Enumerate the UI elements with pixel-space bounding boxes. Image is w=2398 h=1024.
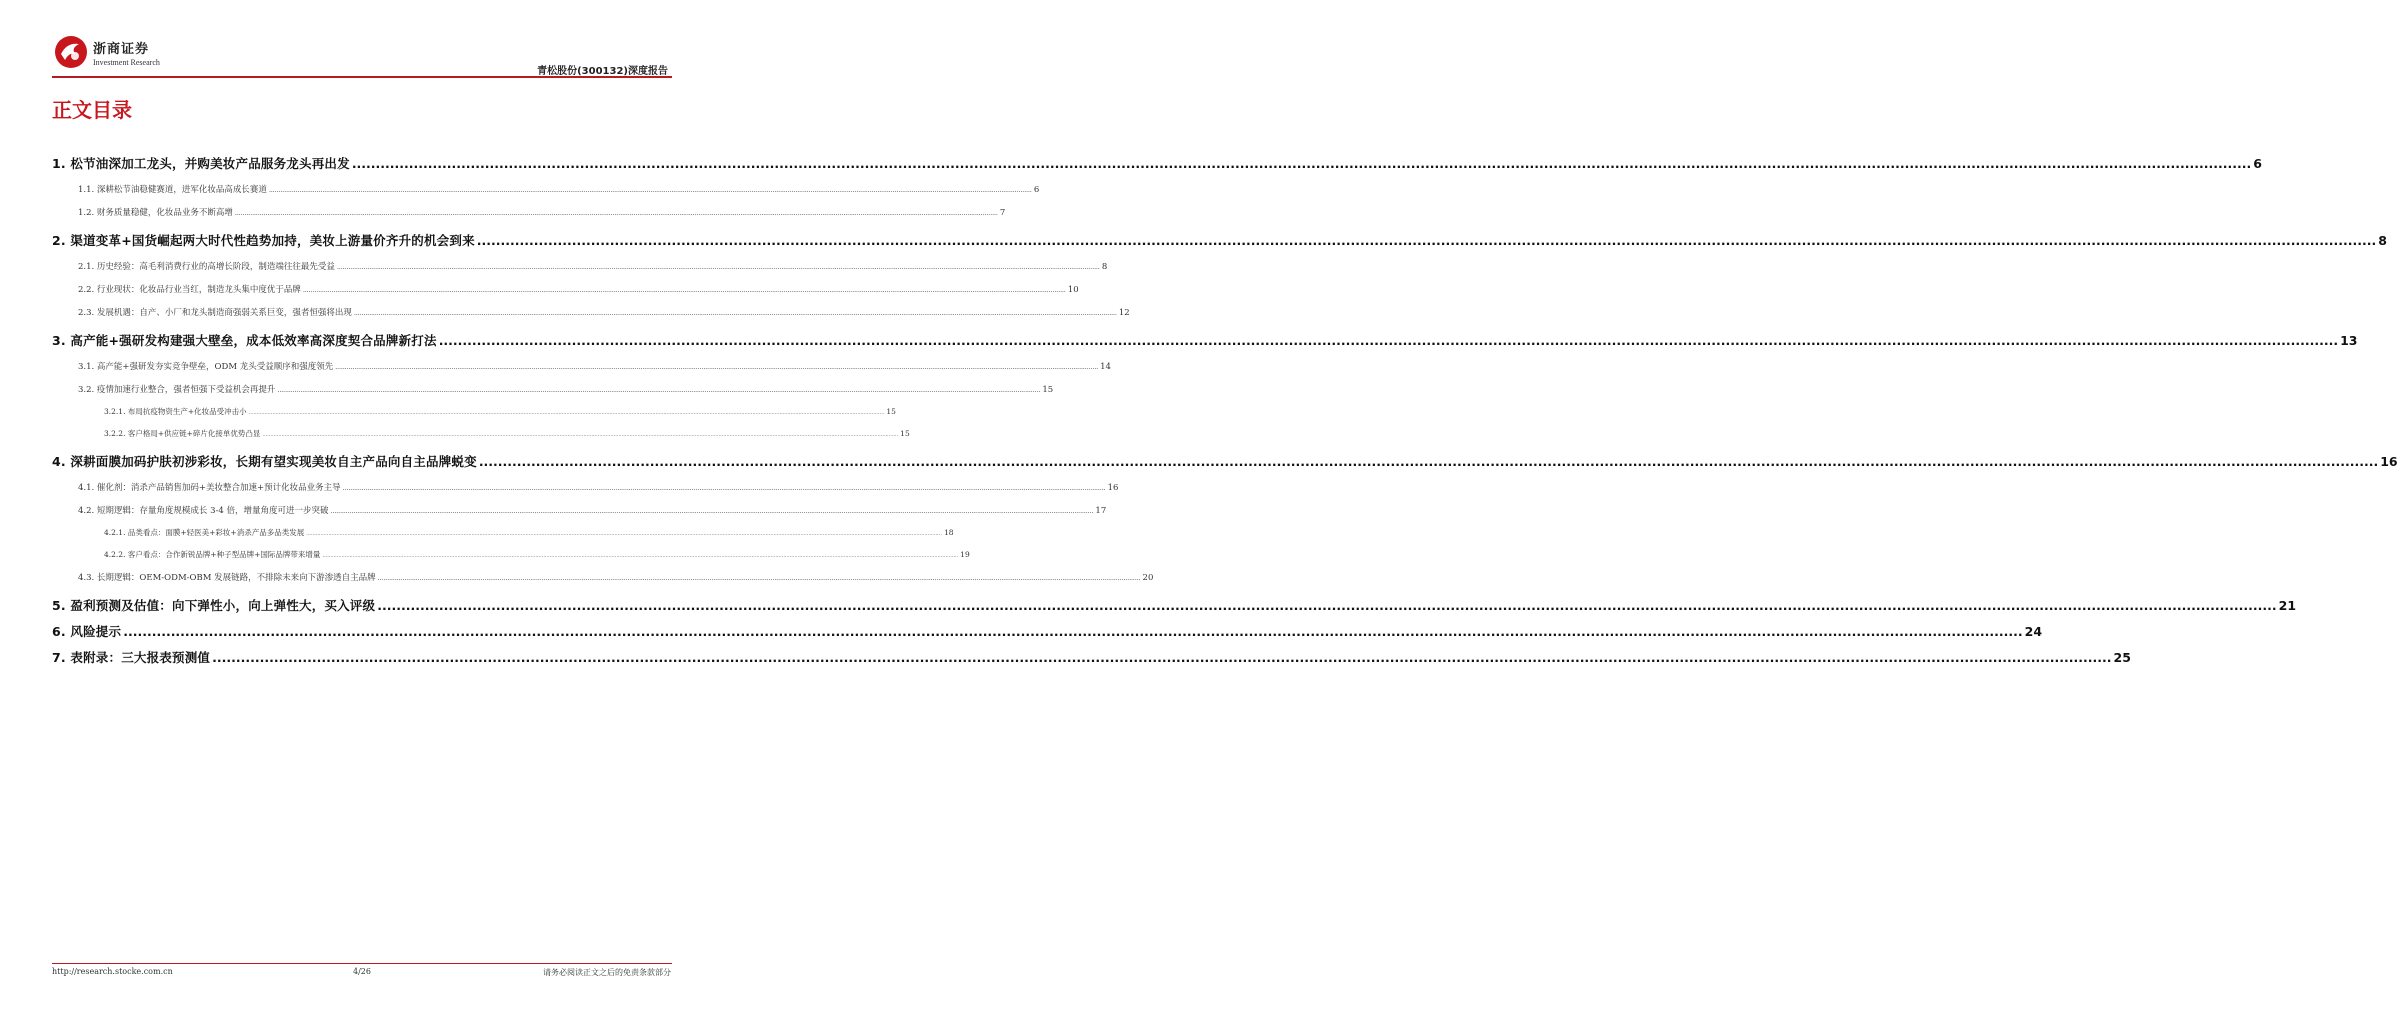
page-number: 4/26 [353, 967, 371, 976]
toc-entry-title: 4.2.2. 客户看点：合作新锐品牌+种子型品牌+国际品牌带来增量 [104, 550, 321, 559]
toc-entry-title: 1.1. 深耕松节油稳健赛道，进军化妆品高成长赛道 [78, 185, 267, 195]
toc-entry-level1[interactable] [52, 622, 2043, 640]
logo-name-en: Investment Research [93, 57, 160, 67]
toc-leader-dots: ................................................................................................................................................................................................................................................................................................................................................................................................................ [336, 264, 1100, 271]
toc-leader-dots: ................................................................................................................................................................................................................................................................................................................................................................................................................ [277, 387, 1041, 394]
toc-leader-dots: ................................................................................................................................................................................................................................................................................................................................................................................................................ [335, 364, 1099, 371]
toc-entry-page: 25 [2113, 650, 2131, 665]
toc-leader-dots: ................................................................................................................................................................................................................................................................................................................................................................................................................ [351, 156, 2252, 171]
footer-url[interactable]: http://research.stocke.com.cn [52, 967, 173, 976]
toc-entry-page: 8 [2378, 233, 2387, 248]
toc-entry-page: 10 [1067, 285, 1079, 295]
toc-entry-title: 4. 深耕面膜加码护肤初涉彩妆，长期有望实现美妆自主产品向自主品牌蜕变 [52, 454, 477, 469]
toc-entry-page: 20 [1142, 573, 1154, 583]
toc-entry-level2[interactable] [52, 504, 1107, 516]
toc-entry-title: 2.2. 行业现状：化妆品行业当红，制造龙头集中度优于品牌 [78, 285, 301, 295]
toc-entry-title: 2.1. 历史经验：高毛利消费行业的高增长阶段，制造端往往最先受益 [78, 262, 335, 272]
toc-entry-page: 7 [999, 208, 1006, 218]
logo-name-cn: 浙商证券 [93, 41, 150, 57]
logo-mark-icon [53, 34, 89, 70]
company-logo [53, 34, 160, 70]
toc-entry-page: 15 [900, 429, 910, 438]
toc-entry-title: 7. 表附录：三大报表预测值 [52, 650, 211, 665]
toc-entry-page: 12 [1118, 308, 1130, 318]
toc-leader-dots: ................................................................................................................................................................................................................................................................................................................................................................................................................ [377, 575, 1141, 582]
toc-entry-level2[interactable] [52, 360, 1111, 372]
toc-entry-level1[interactable] [52, 331, 2358, 349]
toc-leader-dots: ................................................................................................................................................................................................................................................................................................................................................................................................................ [262, 432, 899, 438]
toc-entry-level2[interactable] [52, 283, 1079, 295]
toc-leader-dots: ................................................................................................................................................................................................................................................................................................................................................................................................................ [342, 485, 1106, 492]
toc-entry-level2[interactable] [52, 183, 1040, 195]
toc-entry-title: 3.2. 疫情加速行业整合，强者恒强下受益机会再提升 [78, 385, 276, 395]
toc-leader-dots: ................................................................................................................................................................................................................................................................................................................................................................................................................ [353, 310, 1117, 317]
footer-disclaimer: 请务必阅读正文之后的免责条款部分 [543, 968, 671, 977]
toc-leader-dots: ................................................................................................................................................................................................................................................................................................................................................................................................................ [322, 553, 959, 559]
toc-entry-page: 16 [2380, 454, 2398, 469]
toc-entry-page: 15 [886, 407, 896, 416]
toc-entry-level3[interactable] [52, 549, 970, 560]
toc-entry-title: 2. 渠道变革+国货崛起两大时代性趋势加持，美妆上游量价齐升的机会到来 [52, 233, 475, 248]
toc-entry-page: 21 [2278, 598, 2297, 613]
toc-entry-page: 16 [1107, 483, 1119, 493]
toc-entry-title: 1. 松节油深加工龙头，并购美妆产品服务龙头再出发 [52, 156, 350, 171]
toc-leader-dots: ................................................................................................................................................................................................................................................................................................................................................................................................................ [123, 624, 2023, 639]
toc-entry-page: 18 [943, 528, 954, 537]
toc-entry-level2[interactable] [52, 260, 1108, 272]
toc-entry-level2[interactable] [52, 206, 1006, 218]
toc-entry-title: 4.2.1. 品类看点：面膜+轻医美+彩妆+消杀产品多品类发展 [104, 528, 305, 537]
toc-entry-page: 13 [2340, 333, 2358, 348]
toc-leader-dots: ................................................................................................................................................................................................................................................................................................................................................................................................................ [234, 210, 998, 217]
toc-entry-page: 6 [1033, 185, 1040, 195]
toc-entry-page: 15 [1042, 385, 1054, 395]
footer-divider [52, 963, 672, 964]
toc-entry-title: 4.3. 长期逻辑：OEM-ODM-OBM 发展链路，不排除未来向下游渗透自主品牌 [78, 573, 376, 583]
toc-entry-level2[interactable] [52, 383, 1054, 395]
toc-entry-title: 4.2. 短期逻辑：存量角度规模成长 3-4 倍，增量角度可进一步突破 [78, 506, 329, 516]
toc-entry-title: 3.2.2. 客户格局+供应链+碎片化接单优势凸显 [104, 429, 261, 438]
toc-entry-title: 3.1. 高产能+强研发夯实竞争壁垒，ODM 龙头受益顺序和强度领先 [78, 362, 334, 372]
toc-leader-dots: ................................................................................................................................................................................................................................................................................................................................................................................................................ [248, 410, 885, 416]
toc-entry-title: 4.1. 催化剂：消杀产品销售加码+美妆整合加速+预计化妆品业务主导 [78, 483, 341, 493]
toc-leader-dots: ................................................................................................................................................................................................................................................................................................................................................................................................................ [268, 187, 1032, 194]
toc-entry-level1[interactable] [52, 231, 2387, 249]
toc-entry-level2[interactable] [52, 571, 1154, 583]
toc-entry-title: 5. 盈利预测及估值：向下弹性小，向上弹性大，买入评级 [52, 598, 376, 613]
toc-entry-page: 6 [2253, 156, 2262, 171]
table-of-contents [52, 154, 2398, 666]
toc-entry-title: 2.3. 发展机遇：自产、小厂和龙头制造商强弱关系巨变，强者恒强将出现 [78, 308, 352, 318]
toc-entry-level1[interactable] [52, 648, 2131, 666]
toc-entry-level3[interactable] [52, 527, 954, 538]
toc-entry-level2[interactable] [52, 306, 1130, 318]
toc-entry-page: 8 [1101, 262, 1108, 272]
toc-entry-title: 6. 风险提示 [52, 624, 122, 639]
page-title: 正文目录 [52, 98, 132, 122]
toc-entry-page: 17 [1095, 506, 1107, 516]
toc-entry-page: 19 [960, 550, 970, 559]
toc-leader-dots: ................................................................................................................................................................................................................................................................................................................................................................................................................ [302, 287, 1066, 294]
toc-entry-level3[interactable] [52, 428, 910, 439]
toc-entry-level1[interactable] [52, 596, 2297, 614]
toc-leader-dots: ................................................................................................................................................................................................................................................................................................................................................................................................................ [212, 650, 2112, 665]
toc-leader-dots: ................................................................................................................................................................................................................................................................................................................................................................................................................ [377, 598, 2277, 613]
toc-leader-dots: ................................................................................................................................................................................................................................................................................................................................................................................................................ [438, 333, 2339, 348]
toc-entry-level2[interactable] [52, 481, 1119, 493]
toc-entry-page: 24 [2024, 624, 2043, 639]
toc-leader-dots: ................................................................................................................................................................................................................................................................................................................................................................................................................ [306, 531, 942, 537]
toc-leader-dots: ................................................................................................................................................................................................................................................................................................................................................................................................................ [330, 508, 1094, 515]
report-title: 青松股份(300132)深度报告 [537, 66, 668, 77]
toc-entry-title: 1.2. 财务质量稳健，化妆品业务不断高增 [78, 208, 233, 218]
toc-entry-title: 3.2.1. 布局抗疫物资生产+化妆品受冲击小 [104, 407, 247, 416]
toc-entry-level1[interactable] [52, 452, 2398, 470]
toc-leader-dots: ................................................................................................................................................................................................................................................................................................................................................................................................................ [478, 454, 2379, 469]
toc-entry-title: 3. 高产能+强研发构建强大壁垒，成本低效率高深度契合品牌新打法 [52, 333, 437, 348]
toc-leader-dots: ................................................................................................................................................................................................................................................................................................................................................................................................................ [476, 233, 2377, 248]
toc-entry-level1[interactable] [52, 154, 2262, 172]
header-divider [52, 76, 672, 78]
toc-entry-level3[interactable] [52, 406, 896, 417]
toc-entry-page: 14 [1100, 362, 1111, 372]
